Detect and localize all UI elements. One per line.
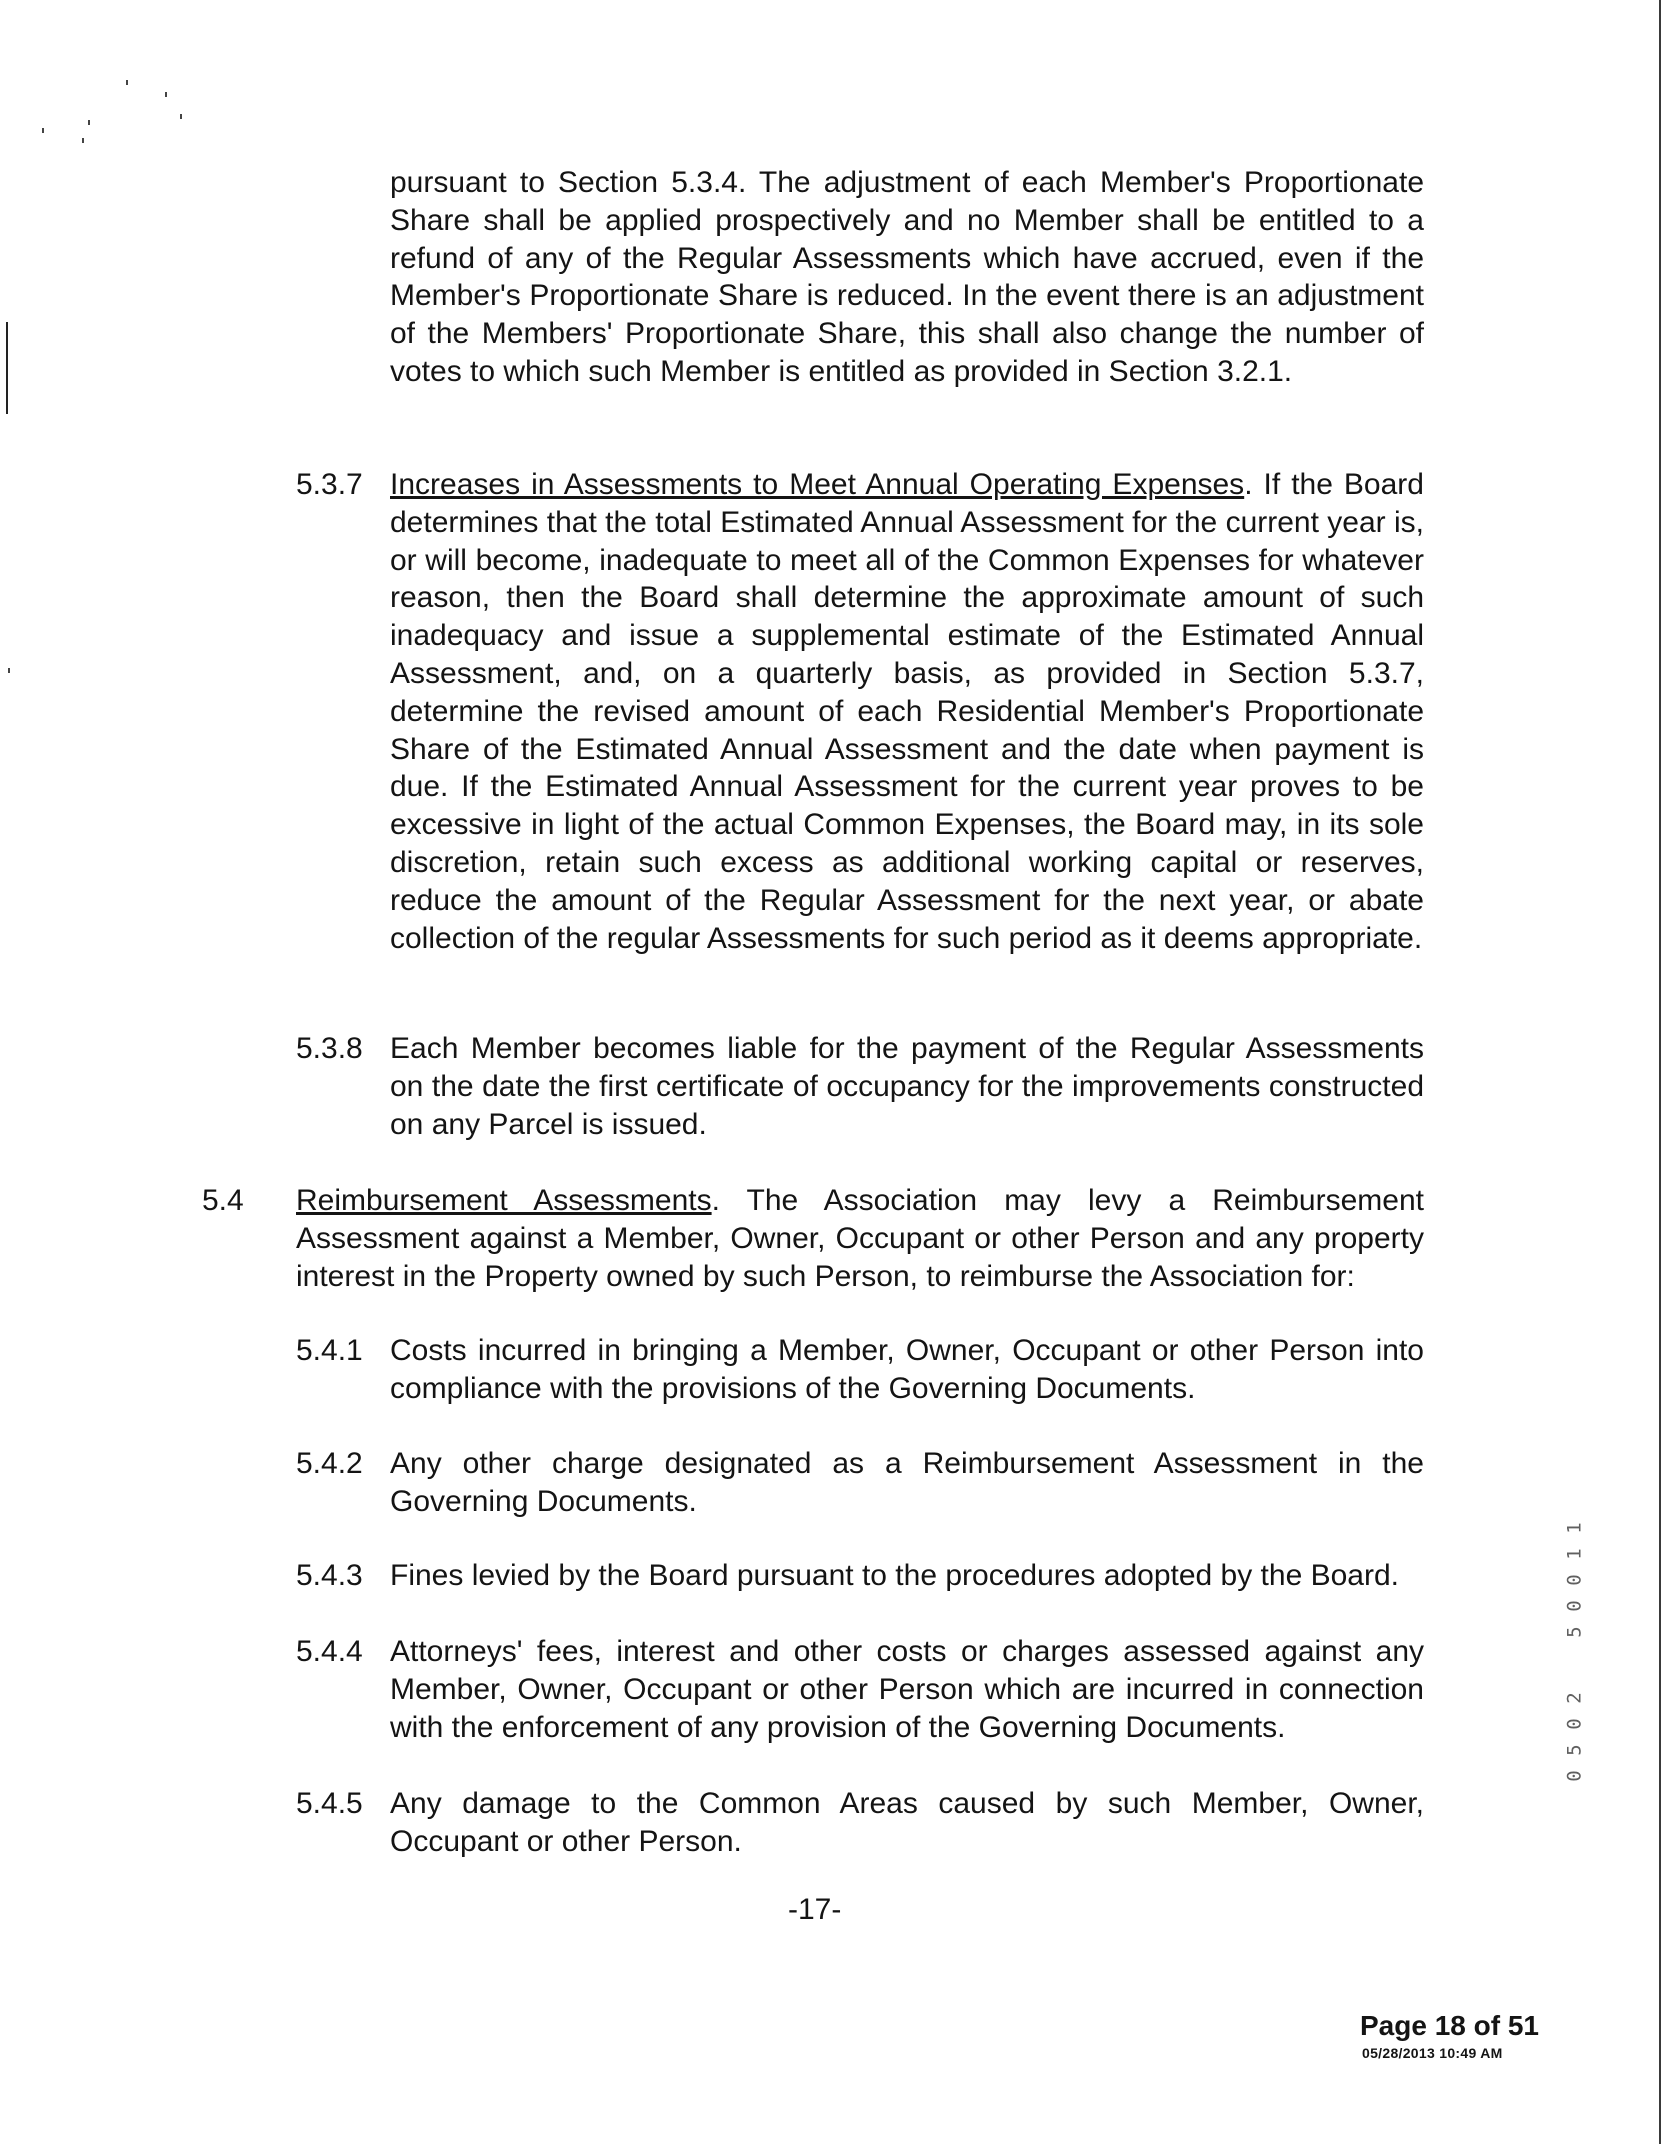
section-text: Costs incurred in bringing a Member, Owner, Occupant or other Person into compliance with the provisions of the Governing Documents. xyxy=(390,1334,1424,1405)
section-number: 5.4 xyxy=(202,1184,244,1217)
scan-speck xyxy=(8,668,10,673)
stamp-digit: 1 xyxy=(1563,1548,1586,1560)
footer-timestamp: 05/28/2013 10:49 AM xyxy=(1362,2045,1503,2061)
section-number: 5.4.5 xyxy=(296,1787,363,1820)
section-heading: Reimbursement Assessments xyxy=(296,1184,712,1217)
section-text: Attorneys' fees, interest and other costs or charges assessed against any Member, Owner, Occupant or other Person which are incurred in connection with the enforcement of any provision of the Governing Documents. xyxy=(390,1635,1424,1744)
section-text: Any damage to the Common Areas caused by such Member, Owner, Occupant or other Person. xyxy=(390,1787,1424,1858)
section-text: Each Member becomes liable for the payment of the Regular Assessments on the date the first certificate of occupancy for the improvements constructed on any Parcel is issued. xyxy=(390,1032,1424,1141)
paragraph-text: pursuant to Section 5.3.4. The adjustment of each Member's Proportionate Share shall be applied prospectively and no Member shall be entitled to a refund of any of the Regular Assessments which have accrued, even if the Member's Proportionate Share is reduced. In the event there is an adjustment of the Members' Proportionate Share, this shall also change the number of votes to which such Member is entitled as provided in Section 3.2.1. xyxy=(390,166,1424,388)
section-5-4 xyxy=(202,1182,1424,1295)
stamp-digit: 1 xyxy=(1563,1522,1586,1534)
section-5-4-3 xyxy=(296,1557,1424,1595)
section-body: . If the Board determines that the total Estimated Annual Assessment for the current year is, or will become, inadequate to meet all of the Common Expenses for whatever reason, then the Board shall determine the approximate amount of such inadequacy and issue a supplemental estimate of the Estimated Annual Assessment, and, on a quarterly basis, as provided in Section 5.3.7, determine the revised amount of each Residential Member's Proportionate Share of the Estimated Annual Assessment and the date when payment is due. If the Estimated Annual Assessment for the current year proves to be excessive in light of the actual Common Expenses, the Board may, in its sole discretion, retain such excess as additional working capital or reserves, reduce the amount of the Regular Assessment for the next year, or abate collection of the regular Assessments for such period as it deems appropriate. xyxy=(390,468,1424,955)
stamp-digit: 5 xyxy=(1563,1626,1586,1638)
section-number: 5.3.8 xyxy=(296,1032,363,1065)
margin-stamp xyxy=(1561,1518,1589,1838)
stamp-digit: 0 xyxy=(1563,1600,1586,1612)
section-text: Fines levied by the Board pursuant to the procedures adopted by the Board. xyxy=(390,1559,1399,1592)
scan-speck xyxy=(82,138,84,143)
scan-speck xyxy=(165,92,167,97)
stamp-digit: 2 xyxy=(1563,1692,1586,1704)
scan-right-border xyxy=(1659,0,1661,2144)
section-number: 5.4.3 xyxy=(296,1559,363,1592)
stamp-digit: 0 xyxy=(1563,1718,1586,1730)
stamp-digit: 5 xyxy=(1563,1744,1586,1756)
section-text xyxy=(296,1182,1424,1295)
section-text: Any other charge designated as a Reimbursement Assessment in the Governing Documents. xyxy=(390,1447,1424,1518)
section-5-3-7 xyxy=(296,466,1424,957)
section-number: 5.3.7 xyxy=(296,468,363,501)
section-5-4-4 xyxy=(296,1633,1424,1746)
footer-page-label: Page 18 of 51 xyxy=(1360,2010,1539,2041)
section-5-4-2 xyxy=(296,1445,1424,1521)
section-number: 5.4.1 xyxy=(296,1334,363,1367)
section-number: 5.4.2 xyxy=(296,1447,363,1480)
page-number: -17- xyxy=(788,1893,842,1926)
scan-speck xyxy=(42,128,44,133)
stamp-digit: 0 xyxy=(1563,1770,1586,1782)
stamp-digit: 0 xyxy=(1563,1574,1586,1586)
scan-speck xyxy=(180,114,182,119)
scan-left-mark xyxy=(6,322,8,414)
section-heading: Increases in Assessments to Meet Annual Operating Expenses xyxy=(390,468,1245,501)
section-text xyxy=(390,466,1424,957)
section-body: . The Association may levy a Reimbursement Assessment against a Member, Owner, Occupant or other Person and any property interest in the Property owned by such Person, to reimburse the Association for: xyxy=(296,1184,1424,1293)
paragraph-continuation xyxy=(390,164,1424,391)
section-5-4-5 xyxy=(296,1785,1424,1861)
scan-speck xyxy=(88,120,90,125)
scan-speck xyxy=(126,80,128,85)
section-5-4-1 xyxy=(296,1332,1424,1408)
section-number: 5.4.4 xyxy=(296,1635,363,1668)
section-5-3-8 xyxy=(296,1030,1424,1143)
